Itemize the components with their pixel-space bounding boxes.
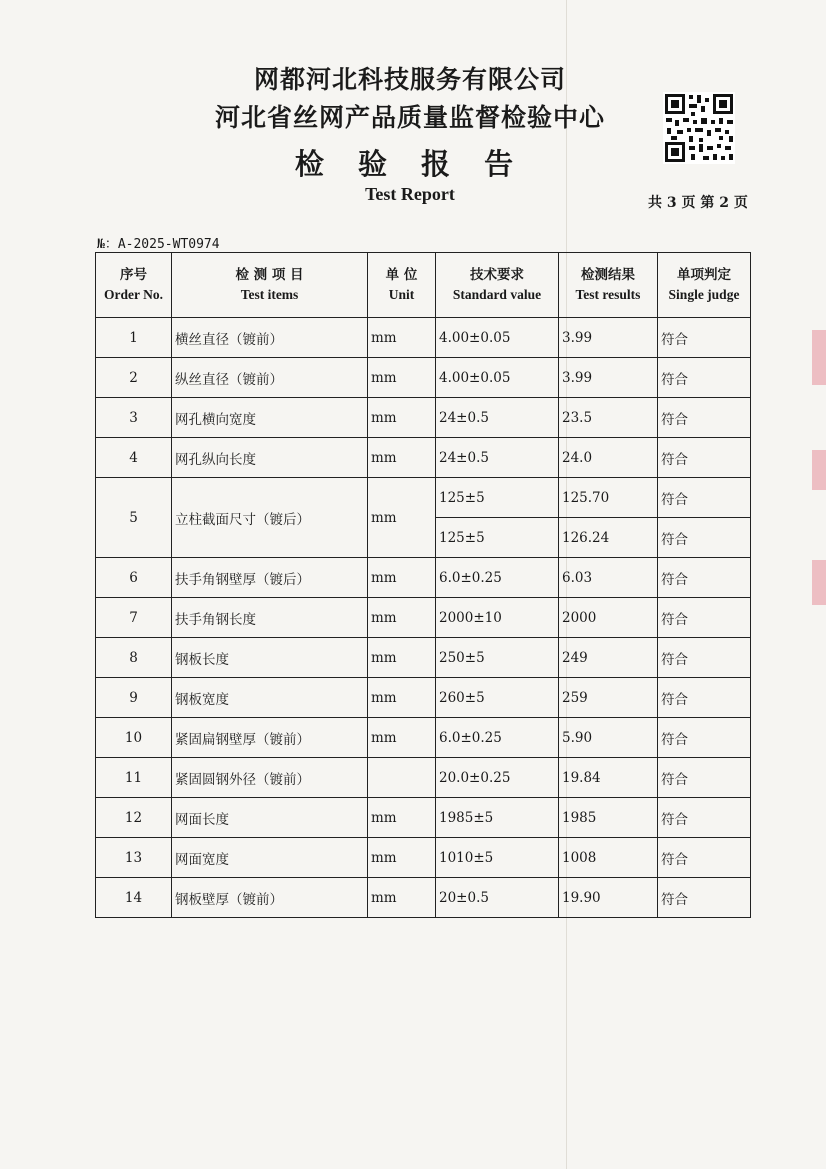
- cell-judge: 符合: [658, 718, 751, 758]
- cell-order: 4: [96, 438, 172, 478]
- cell-order: 11: [96, 758, 172, 798]
- test-results-table: [95, 252, 751, 918]
- report-title-en: Test Report: [365, 184, 455, 204]
- cell-item: 紧固圆钢外径（镀前）: [172, 758, 368, 798]
- cell-unit: mm: [368, 718, 436, 758]
- cell-standard: 260±5: [436, 678, 559, 718]
- cell-order: 9: [96, 678, 172, 718]
- cell-order: 2: [96, 358, 172, 398]
- cell-order: 13: [96, 838, 172, 878]
- cell-unit: mm: [368, 638, 436, 678]
- table-row: [96, 438, 751, 478]
- page-count: 共 3 页 第 2 页: [648, 195, 748, 211]
- cell-judge: 符合: [658, 518, 751, 558]
- cell-judge: 符合: [658, 598, 751, 638]
- table-header-row: [96, 253, 751, 318]
- table-row: [96, 398, 751, 438]
- cell-unit: mm: [368, 878, 436, 918]
- cell-judge: 符合: [658, 758, 751, 798]
- table-row: [96, 638, 751, 678]
- cell-judge: 符合: [658, 398, 751, 438]
- cell-unit: mm: [368, 598, 436, 638]
- table-row: [96, 718, 751, 758]
- cell-judge: 符合: [658, 838, 751, 878]
- column-header-judge: 单项判定 Single judge: [658, 253, 751, 318]
- cell-unit: mm: [368, 478, 436, 558]
- cell-result: 259: [559, 678, 658, 718]
- column-header-standard: 技术要求 Standard value: [436, 253, 559, 318]
- cell-standard: 20.0±0.25: [436, 758, 559, 798]
- cell-result: 1985: [559, 798, 658, 838]
- cell-order: 14: [96, 878, 172, 918]
- column-header-item: 检 测 项 目 Test items: [172, 253, 368, 318]
- cell-result: 3.99: [559, 318, 658, 358]
- table-row: [96, 878, 751, 918]
- cell-judge: 符合: [658, 438, 751, 478]
- cell-standard: 2000±10: [436, 598, 559, 638]
- cell-judge: 符合: [658, 678, 751, 718]
- cell-judge: 符合: [658, 558, 751, 598]
- table-row: [96, 838, 751, 878]
- cell-order: 10: [96, 718, 172, 758]
- cell-result: 6.03: [559, 558, 658, 598]
- cell-standard: 250±5: [436, 638, 559, 678]
- cell-unit: mm: [368, 838, 436, 878]
- cell-standard: 20±0.5: [436, 878, 559, 918]
- table-row: [96, 478, 751, 518]
- cell-result: 19.90: [559, 878, 658, 918]
- cell-order: 3: [96, 398, 172, 438]
- cell-unit: mm: [368, 558, 436, 598]
- table-row: [96, 798, 751, 838]
- report-number: №：A-2025-WT0974: [97, 237, 220, 252]
- cell-item: 网孔纵向长度: [172, 438, 368, 478]
- cell-result: 5.90: [559, 718, 658, 758]
- cell-unit: mm: [368, 798, 436, 838]
- cell-order: 1: [96, 318, 172, 358]
- column-header-order: 序号 Order No.: [96, 253, 172, 318]
- cell-order: 12: [96, 798, 172, 838]
- cell-standard: 125±5: [436, 478, 559, 518]
- cell-item: 网面宽度: [172, 838, 368, 878]
- cell-item: 紧固扁钢壁厚（镀前）: [172, 718, 368, 758]
- cell-judge: 符合: [658, 798, 751, 838]
- cell-item: 扶手角钢长度: [172, 598, 368, 638]
- cell-unit: mm: [368, 438, 436, 478]
- column-header-unit: 单 位 Unit: [368, 253, 436, 318]
- cell-item: 纵丝直径（镀前）: [172, 358, 368, 398]
- cell-order: 6: [96, 558, 172, 598]
- cell-result: 24.0: [559, 438, 658, 478]
- cell-standard: 6.0±0.25: [436, 558, 559, 598]
- report-title: 检 验 报 告: [294, 147, 526, 181]
- red-seal-fragment: [812, 330, 826, 385]
- cell-judge: 符合: [658, 478, 751, 518]
- cell-standard: 1010±5: [436, 838, 559, 878]
- cell-item: 立柱截面尺寸（镀后）: [172, 478, 368, 558]
- cell-unit: mm: [368, 398, 436, 438]
- cell-item: 网孔横向宽度: [172, 398, 368, 438]
- column-header-result: 检测结果 Test results: [559, 253, 658, 318]
- cell-result: 2000: [559, 598, 658, 638]
- cell-result: 249: [559, 638, 658, 678]
- cell-unit: mm: [368, 358, 436, 398]
- cell-item: 网面长度: [172, 798, 368, 838]
- cell-judge: 符合: [658, 878, 751, 918]
- inspection-center-name: 河北省丝网产品质量监督检验中心: [214, 103, 605, 132]
- cell-item: 横丝直径（镀前）: [172, 318, 368, 358]
- cell-standard: 4.00±0.05: [436, 318, 559, 358]
- cell-result: 19.84: [559, 758, 658, 798]
- cell-result: 126.24: [559, 518, 658, 558]
- table-row: [96, 598, 751, 638]
- cell-judge: 符合: [658, 318, 751, 358]
- cell-result: 1008: [559, 838, 658, 878]
- cell-item: 钢板壁厚（镀前）: [172, 878, 368, 918]
- cell-item: 钢板长度: [172, 638, 368, 678]
- cell-result: 23.5: [559, 398, 658, 438]
- cell-unit: mm: [368, 318, 436, 358]
- cell-judge: 符合: [658, 638, 751, 678]
- cell-standard: 125±5: [436, 518, 559, 558]
- cell-item: 钢板宽度: [172, 678, 368, 718]
- qr-code-icon: [663, 92, 735, 164]
- cell-order: 7: [96, 598, 172, 638]
- cell-judge: 符合: [658, 358, 751, 398]
- red-seal-fragment: [812, 450, 826, 490]
- cell-standard: 1985±5: [436, 798, 559, 838]
- cell-unit: [368, 758, 436, 798]
- table-row: [96, 558, 751, 598]
- cell-unit: mm: [368, 678, 436, 718]
- cell-order: 8: [96, 638, 172, 678]
- cell-result: 125.70: [559, 478, 658, 518]
- cell-standard: 24±0.5: [436, 398, 559, 438]
- cell-order: 5: [96, 478, 172, 558]
- cell-item: 扶手角钢壁厚（镀后）: [172, 558, 368, 598]
- cell-standard: 4.00±0.05: [436, 358, 559, 398]
- table-row: [96, 758, 751, 798]
- cell-result: 3.99: [559, 358, 658, 398]
- table-row: [96, 678, 751, 718]
- cell-standard: 6.0±0.25: [436, 718, 559, 758]
- table-row: [96, 358, 751, 398]
- cell-standard: 24±0.5: [436, 438, 559, 478]
- table-row: [96, 318, 751, 358]
- red-seal-fragment: [812, 560, 826, 605]
- company-name: 网都河北科技服务有限公司: [253, 65, 566, 94]
